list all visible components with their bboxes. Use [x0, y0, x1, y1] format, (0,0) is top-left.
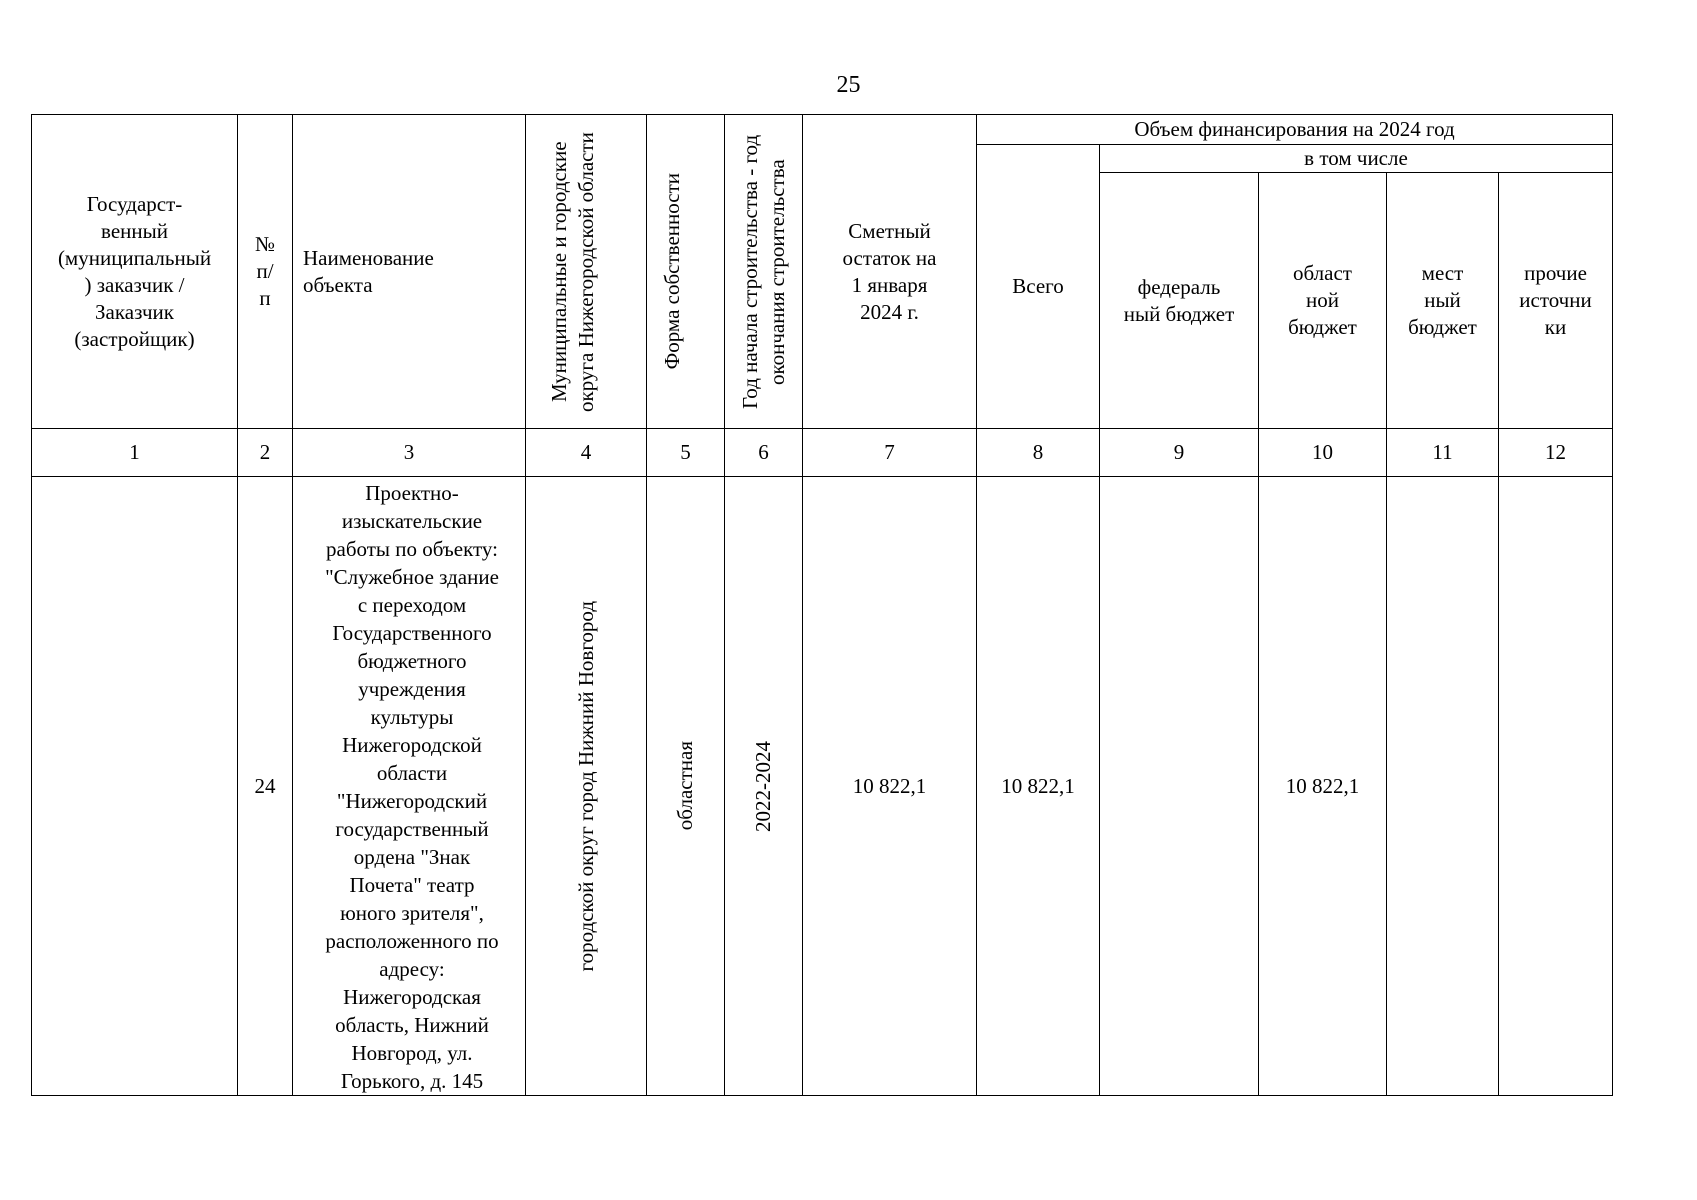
- header-regional-budget: област ной бюджет: [1259, 173, 1387, 429]
- header-estimated-balance: Сметный остаток на 1 января 2024 г.: [803, 115, 977, 429]
- column-number: 3: [293, 429, 526, 477]
- header-municipality: [526, 115, 647, 429]
- header-including: в том числе: [1100, 145, 1613, 173]
- page-number: 25: [836, 72, 861, 98]
- cell-local-budget: [1387, 477, 1499, 1096]
- header-years-label: Год начала строительства - год окончания строительства: [737, 134, 789, 409]
- cell-ownership-text: областная: [673, 741, 697, 831]
- cell-years-text: 2022-2024: [751, 740, 775, 832]
- cell-regional-budget: 10 822,1: [1259, 477, 1387, 1096]
- cell-customer: [32, 477, 238, 1096]
- header-object-name: Наименование объекта: [293, 115, 526, 429]
- header-financing-volume: Объем финансирования на 2024 год: [977, 115, 1613, 145]
- column-number: 5: [647, 429, 725, 477]
- cell-estimated-balance: 10 822,1: [803, 477, 977, 1096]
- cell-federal-budget: [1100, 477, 1259, 1096]
- header-local-budget: мест ный бюджет: [1387, 173, 1499, 429]
- header-federal-budget: федераль ный бюджет: [1100, 173, 1259, 429]
- column-number: 8: [977, 429, 1100, 477]
- header-other-sources: прочие источни ки: [1499, 173, 1613, 429]
- investment-table: [31, 114, 1613, 1096]
- column-number: 9: [1100, 429, 1259, 477]
- column-number: 7: [803, 429, 977, 477]
- header-customer: Государст- венный (муниципальный ) заказчик / Заказчик (застройщик): [32, 115, 238, 429]
- cell-years: [725, 477, 803, 1096]
- column-number: 2: [238, 429, 293, 477]
- column-number: 12: [1499, 429, 1613, 477]
- column-number: 1: [32, 429, 238, 477]
- header-ownership-label: Форма собственности: [659, 173, 684, 370]
- column-number: 10: [1259, 429, 1387, 477]
- column-number: 4: [526, 429, 647, 477]
- column-number: 6: [725, 429, 803, 477]
- cell-total: 10 822,1: [977, 477, 1100, 1096]
- cell-object-name: Проектно- изыскательские работы по объекту: "Служебное здание с переходом Государственного бюджетного учреждения культуры Нижегородской области "Нижегородский государственный ордена "Знак Почета" театр юного зрителя", расположенного по адресу: Нижегородская область, Нижний Новгород, ул. Горького, д. 145: [293, 477, 526, 1096]
- cell-ownership: [647, 477, 725, 1096]
- cell-other-sources: [1499, 477, 1613, 1096]
- header-municipality-label: Муниципальные и городские округа Нижегородской области: [546, 131, 598, 412]
- cell-municipality: [526, 477, 647, 1096]
- header-total: Всего: [977, 145, 1100, 429]
- header-ownership: [647, 115, 725, 429]
- column-number: 11: [1387, 429, 1499, 477]
- cell-number: 24: [238, 477, 293, 1096]
- cell-municipality-text: городской округ город Нижний Новгород: [573, 600, 598, 972]
- header-number: № п/ п: [238, 115, 293, 429]
- header-years: [725, 115, 803, 429]
- table-row: [32, 477, 1613, 1096]
